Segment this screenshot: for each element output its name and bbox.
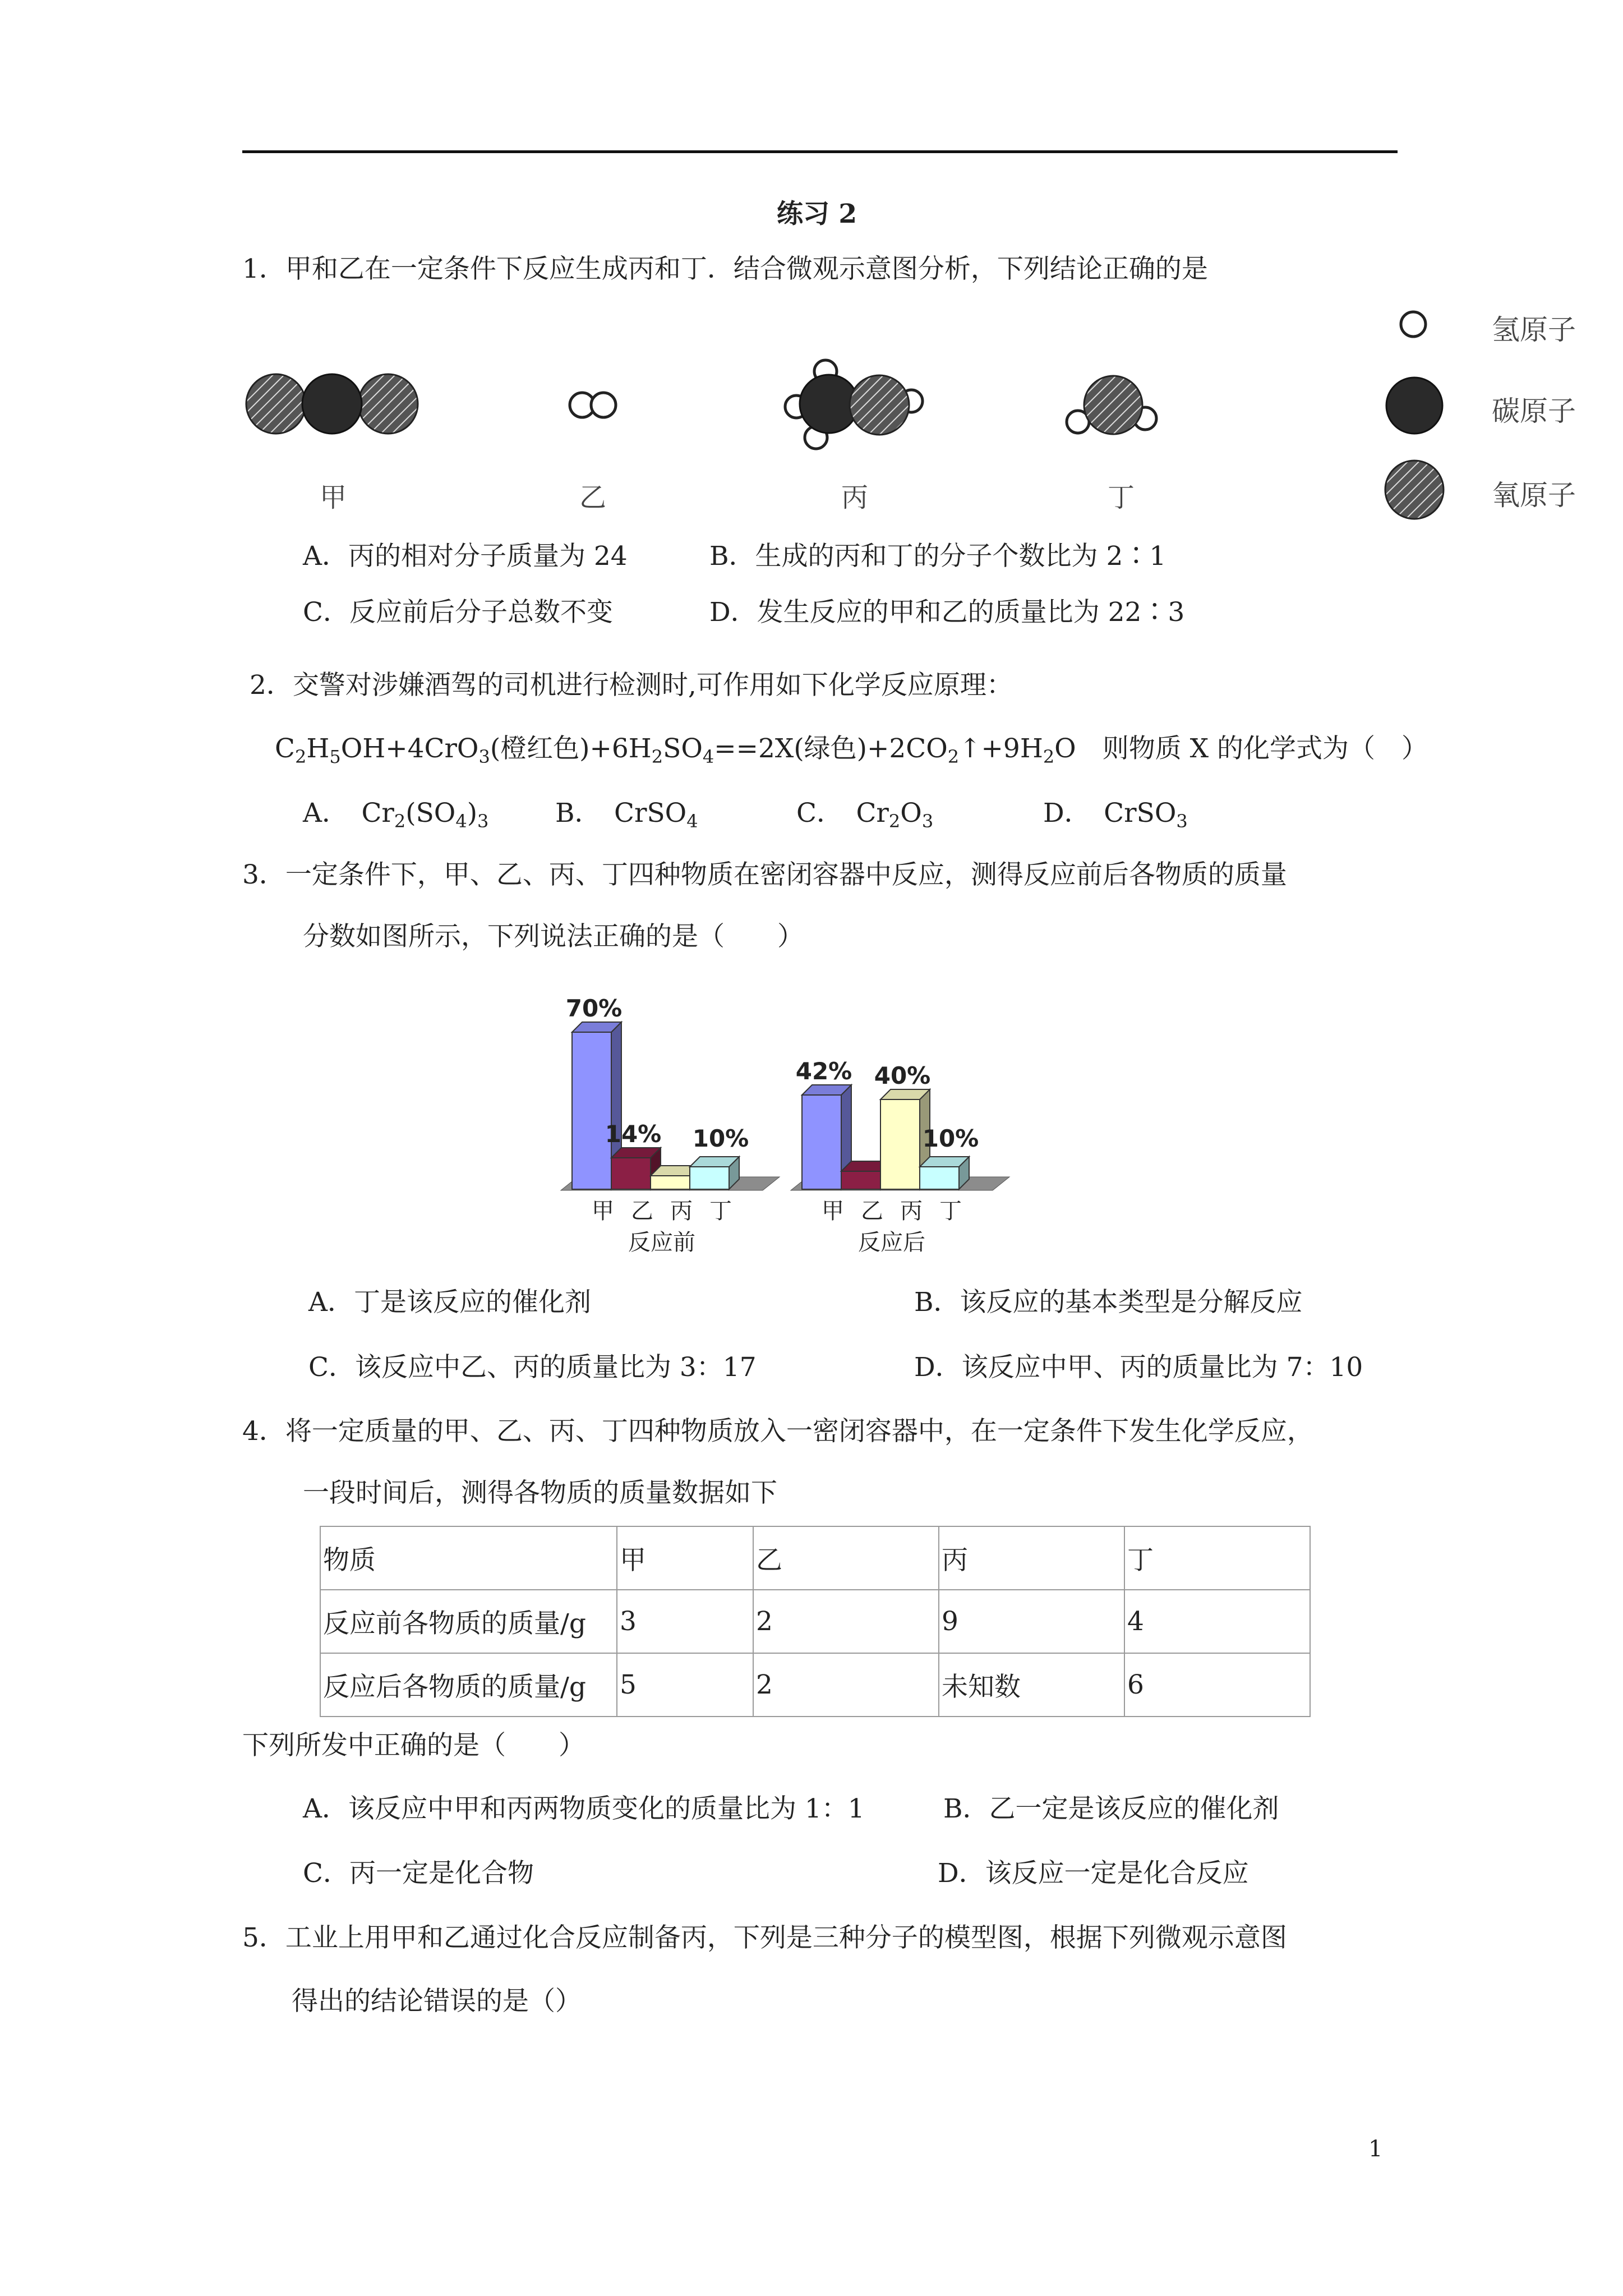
category-tick-label: 丁 <box>709 1198 732 1224</box>
table-row <box>320 1590 1310 1653</box>
molecule-ding <box>1067 376 1156 434</box>
category-tick-label: 甲 <box>822 1198 844 1224</box>
category-tick-label: 丙 <box>670 1198 693 1224</box>
table-row <box>320 1653 1310 1717</box>
category-tick-label: 乙 <box>861 1198 883 1224</box>
q1-option-c: C．反应前后分子总数不变 <box>303 597 613 628</box>
bar-反应前-甲 <box>572 1032 611 1189</box>
q4-after-text: 下列所发中正确的是（ ） <box>242 1730 585 1761</box>
table-cell: 物质 <box>320 1526 617 1590</box>
legend-carbon-label: 碳原子 <box>1492 395 1576 427</box>
bar-反应前-丙 <box>651 1176 690 1189</box>
q2-equation: $C_2H_5OH+4CrO_3$(橙红色)$+6H_2SO_4==2X$(绿色)$+2CO_2↑+9H_2O$ 则物质 X 的化学式为（ ） <box>275 733 1428 767</box>
molecule-label-ding: 丁 <box>1108 482 1135 513</box>
q2-option-d: D． CrSO$_3$ <box>1043 798 1188 832</box>
q1-option-a: A．丙的相对分子质量为 24 <box>303 541 628 572</box>
header-rule <box>242 150 1398 153</box>
q1-option-d: D．发生反应的甲和乙的质量比为 22∶3 <box>709 597 1185 628</box>
page-title: 练习 2 <box>777 199 857 229</box>
bar-反应前-乙 <box>611 1158 651 1189</box>
q4-stem-line2: 一段时间后，测得各物质的质量数据如下 <box>303 1478 777 1508</box>
bar-反应后-丁 <box>920 1167 959 1189</box>
table-cell: 乙 <box>753 1526 939 1590</box>
legend-oxygen-icon <box>1385 461 1444 519</box>
table-cell: 反应后各物质的质量/g <box>320 1653 617 1717</box>
legend-hydrogen-label: 氢原子 <box>1492 314 1576 346</box>
category-tick-label: 丁 <box>939 1198 962 1224</box>
q4-stem-line1: 4．将一定质量的甲、乙、丙、丁四种物质放入一密闭容器中，在一定条件下发生化学反应， <box>242 1416 1313 1447</box>
molecule-bing <box>785 360 923 449</box>
data-label: 40% <box>874 1062 931 1089</box>
q2-option-a: A． $Cr_2(SO_4)_3$ <box>303 798 489 832</box>
table-cell: 2 <box>753 1590 939 1653</box>
q3-stem-line1: 3．一定条件下，甲、乙、丙、丁四种物质在密闭容器中反应，测得反应前后各物质的质量 <box>242 859 1287 890</box>
q1-stem: 1．甲和乙在一定条件下反应生成丙和丁．结合微观示意图分析，下列结论正确的是 <box>242 254 1208 284</box>
table-cell: 反应前各物质的质量/g <box>320 1590 617 1653</box>
q3-option-c: C．该反应中乙、丙的质量比为 3：17 <box>308 1352 757 1383</box>
table-cell: 甲 <box>617 1526 753 1590</box>
group-label: 反应后 <box>858 1230 925 1255</box>
q4-option-c: C．丙一定是化合物 <box>303 1858 534 1889</box>
q2-option-b: B． CrSO$_4$ <box>555 798 698 832</box>
q3-bar-chart <box>555 976 1088 1268</box>
table-cell: 4 <box>1124 1590 1310 1653</box>
table-cell: 丁 <box>1124 1526 1310 1590</box>
data-label: 10% <box>692 1125 749 1152</box>
bar-反应后-甲 <box>802 1095 841 1189</box>
table-cell: 未知数 <box>939 1653 1124 1717</box>
category-tick-label: 乙 <box>631 1198 653 1224</box>
table-cell: 5 <box>617 1653 753 1717</box>
bar-反应后-丙 <box>880 1099 920 1189</box>
table-cell: 3 <box>617 1590 753 1653</box>
q4-option-a: A．该反应中甲和丙两物质变化的质量比为 1：1 <box>303 1793 865 1824</box>
q3-option-b: B．该反应的基本类型是分解反应 <box>914 1287 1303 1318</box>
molecule-label-jia: 甲 <box>320 482 347 513</box>
q4-data-table <box>320 1526 1311 1717</box>
q1-molecule-diagram <box>0 303 1623 527</box>
q1-option-b: B．生成的丙和丁的分子个数比为 2∶1 <box>709 541 1166 572</box>
molecule-yi <box>570 393 616 417</box>
q2-stem: 2．交警对涉嫌酒驾的司机进行检测时,可作用如下化学反应原理： <box>250 670 1013 701</box>
q2-option-c: C． $Cr_2O_3$ <box>796 798 934 832</box>
page-number: 1 <box>1368 2136 1383 2162</box>
table-cell: 2 <box>753 1653 939 1717</box>
group-label: 反应前 <box>628 1230 695 1255</box>
table-cell: 丙 <box>939 1526 1124 1590</box>
molecule-label-bing: 丙 <box>841 482 869 513</box>
q4-option-d: D．该反应一定是化合反应 <box>938 1858 1249 1889</box>
table-cell: 6 <box>1124 1653 1310 1717</box>
q3-option-a: A．丁是该反应的催化剂 <box>308 1287 591 1318</box>
q2-equation-tail: 则物质 X 的化学式为（ ） <box>1102 733 1428 764</box>
table-cell: 9 <box>939 1590 1124 1653</box>
bar-反应前-丁 <box>690 1167 729 1189</box>
q5-stem-line2: 得出的结论错误的是（） <box>292 1986 582 2017</box>
q3-option-d: D．该反应中甲、丙的质量比为 7：10 <box>914 1352 1363 1383</box>
molecule-label-yi: 乙 <box>579 482 607 513</box>
molecule-jia <box>246 374 418 434</box>
data-label: 42% <box>795 1057 852 1085</box>
category-tick-label: 甲 <box>592 1198 614 1224</box>
legend-carbon-icon <box>1386 378 1442 434</box>
q3-stem-line2: 分数如图所示，下列说法正确的是（ ） <box>303 921 804 952</box>
category-tick-label: 丙 <box>900 1198 923 1224</box>
legend-oxygen-label: 氧原子 <box>1492 479 1576 512</box>
q4-option-b: B．乙一定是该反应的催化剂 <box>943 1793 1279 1824</box>
bar-反应后-乙 <box>841 1171 880 1189</box>
legend-hydrogen-icon <box>1401 312 1426 337</box>
table-row <box>320 1526 1310 1590</box>
data-label: 14% <box>605 1120 662 1148</box>
data-label: 70% <box>565 995 623 1022</box>
q5-stem-line1: 5．工业上用甲和乙通过化合反应制备丙，下列是三种分子的模型图，根据下列微观示意图 <box>242 1922 1287 1953</box>
data-label: 10% <box>922 1125 979 1152</box>
